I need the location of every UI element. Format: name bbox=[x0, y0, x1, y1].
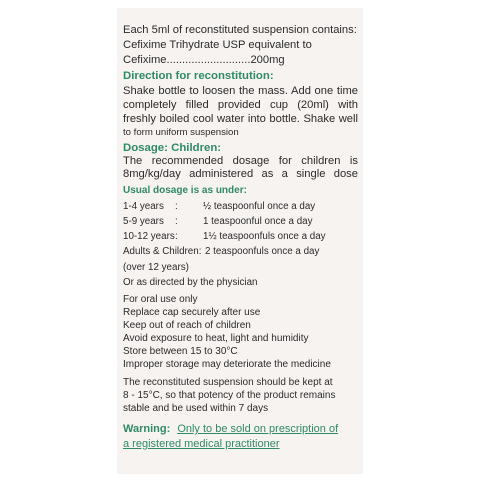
warning-block bbox=[123, 423, 338, 436]
dosage-separator: : bbox=[175, 201, 178, 212]
storage-note-line-3: stable and be used within 7 days bbox=[123, 403, 269, 414]
reconstitution-line-2: completely filled provided cup (20ml) with bbox=[123, 99, 358, 111]
storage-note-line-2: 8 - 15°C, so that potency of the product remains bbox=[123, 390, 336, 401]
reconstitution-line-1: Shake bottle to loosen the mass. Add one time bbox=[123, 85, 358, 97]
dosage-age: Adults & Children: bbox=[123, 246, 202, 257]
dosage-heading: Dosage: Children: bbox=[123, 142, 222, 154]
physician-note: Or as directed by the physician bbox=[123, 277, 258, 288]
dosage-amount: 2 teaspoonfuls once a day bbox=[205, 246, 320, 257]
instruction-item: Replace cap securely after use bbox=[123, 307, 261, 318]
instruction-item: Improper storage may deteriorate the medicine bbox=[123, 359, 331, 370]
dosage-age: 10-12 years bbox=[123, 231, 175, 242]
storage-note-line-1: The reconstituted suspension should be kept at bbox=[123, 377, 333, 388]
composition-line-2: Cefixime Trihydrate USP equivalent to bbox=[123, 39, 312, 51]
dosage-line-1: The recommended dosage for children is bbox=[123, 155, 358, 167]
instruction-item: Store between 15 to 30°C bbox=[123, 346, 238, 357]
warning-line-2: a registered medical practitioner bbox=[123, 438, 280, 450]
dosage-amount: 1½ teaspoonfuls once a day bbox=[203, 231, 326, 242]
warning-line-2-wrap bbox=[123, 438, 280, 451]
warning-line-1: Only to be sold on prescription of bbox=[177, 423, 339, 435]
warning-label: Warning: bbox=[123, 423, 171, 435]
dosage-age: 5-9 years bbox=[123, 216, 164, 227]
dosage-amount: 1 teaspoonful once a day bbox=[203, 216, 313, 227]
usual-dosage-heading: Usual dosage is as under: bbox=[123, 185, 247, 196]
reconstitution-heading: Direction for reconstitution: bbox=[123, 70, 274, 82]
instruction-item: Keep out of reach of children bbox=[123, 320, 251, 331]
reconstitution-line-4: to form uniform suspension bbox=[123, 127, 239, 138]
dosage-separator: : bbox=[175, 231, 178, 242]
over-12-note: (over 12 years) bbox=[123, 262, 189, 273]
composition-line-3: Cefixime...........................200mg bbox=[123, 54, 285, 66]
instruction-item: For oral use only bbox=[123, 294, 198, 305]
dosage-line-2: 8mg/kg/day administered as a single dose bbox=[123, 168, 358, 180]
composition-line-1: Each 5ml of reconstituted suspension contains: bbox=[123, 24, 357, 36]
reconstitution-line-3: freshly boiled cool water into bottle. Shake well bbox=[123, 113, 358, 125]
dosage-separator: : bbox=[175, 216, 178, 227]
dosage-age: 1-4 years bbox=[123, 201, 164, 212]
dosage-amount: ½ teaspoonful once a day bbox=[203, 201, 316, 212]
instruction-item: Avoid exposure to heat, light and humidity bbox=[123, 333, 309, 344]
